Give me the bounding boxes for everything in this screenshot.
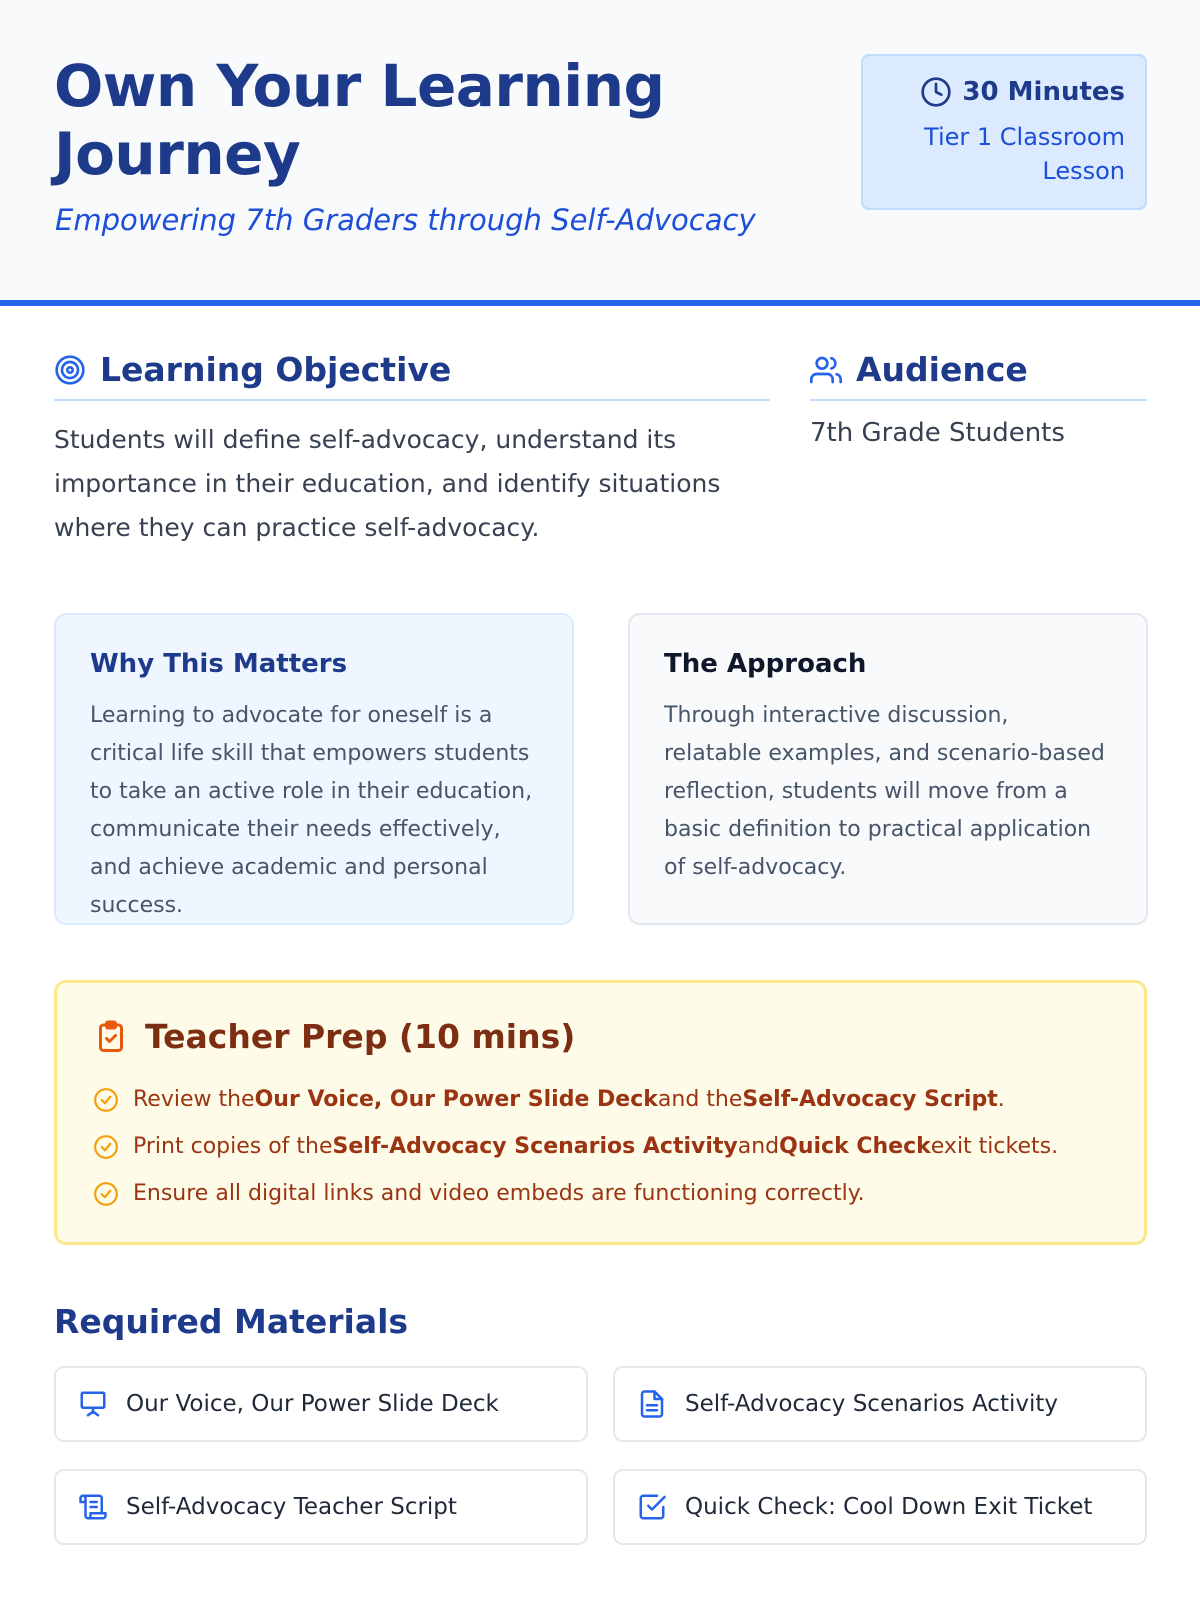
teacher-prep-box	[54, 980, 1147, 1245]
duration-label: 30 Minutes	[962, 77, 1125, 107]
material-label: Our Voice, Our Power Slide Deck	[126, 1391, 499, 1417]
clock-icon	[920, 76, 952, 108]
prep-item-text: Review theOur Voice, Our Power Slide Deckand theSelf-Advocacy Script.	[133, 1087, 1005, 1112]
prep-item-text: Ensure all digital links and video embeds are functioning correctly.	[133, 1181, 865, 1206]
lesson-type: Tier 1 Classroom Lesson	[924, 123, 1125, 185]
target-icon	[54, 354, 86, 386]
why-title: Why This Matters	[90, 649, 348, 679]
materials-title: Required Materials	[54, 1302, 409, 1341]
document-icon	[637, 1389, 667, 1419]
scroll-icon	[78, 1492, 108, 1522]
objective-text: Students will define self-advocacy, understand its importance in their education, and identify situations where they can practice self-advocacy.	[54, 425, 721, 542]
material-label: Self-Advocacy Teacher Script	[126, 1494, 457, 1520]
check-circle-icon	[93, 1134, 119, 1160]
lesson-header	[0, 0, 1200, 306]
material-teacher-script[interactable]	[54, 1469, 588, 1545]
prep-item	[93, 1076, 1106, 1123]
approach-text: Through interactive discussion, relatable examples, and scenario-based reflection, students will move from a basic definition to practical application of self-advocacy.	[664, 703, 1105, 880]
audience-title: Audience	[856, 350, 1028, 389]
approach-card	[628, 613, 1148, 925]
material-slide-deck[interactable]	[54, 1366, 588, 1442]
duration-badge	[861, 54, 1147, 210]
material-label: Self-Advocacy Scenarios Activity	[685, 1391, 1058, 1417]
objective-heading	[54, 350, 770, 401]
check-circle-icon	[93, 1087, 119, 1113]
page-subtitle: Empowering 7th Graders through Self-Advocacy	[55, 203, 756, 237]
material-exit-ticket[interactable]	[613, 1469, 1147, 1545]
check-circle-icon	[93, 1181, 119, 1207]
material-label: Quick Check: Cool Down Exit Ticket	[685, 1494, 1093, 1520]
users-icon	[810, 354, 842, 386]
approach-title: The Approach	[664, 649, 867, 679]
audience-heading	[810, 350, 1147, 401]
checkbox-icon	[637, 1492, 667, 1522]
teacher-prep-title: Teacher Prep (10 mins)	[145, 1017, 576, 1056]
why-this-matters-card	[54, 613, 574, 925]
clipboard-check-icon	[93, 1019, 129, 1055]
audience-text: 7th Grade Students	[810, 418, 1065, 448]
presentation-icon	[78, 1389, 108, 1419]
prep-item	[93, 1123, 1106, 1170]
material-scenarios-activity[interactable]	[613, 1366, 1147, 1442]
prep-item-text: Print copies of theSelf-Advocacy Scenarios ActivityandQuick Checkexit tickets.	[133, 1134, 1059, 1159]
why-text: Learning to advocate for oneself is a critical life skill that empowers students to take an active role in their education, communicate their needs effectively, and achieve academic and personal success.	[90, 703, 533, 918]
prep-item	[93, 1170, 1106, 1217]
objective-title: Learning Objective	[100, 350, 452, 389]
page-title: Own Your Learning Journey	[54, 52, 665, 188]
